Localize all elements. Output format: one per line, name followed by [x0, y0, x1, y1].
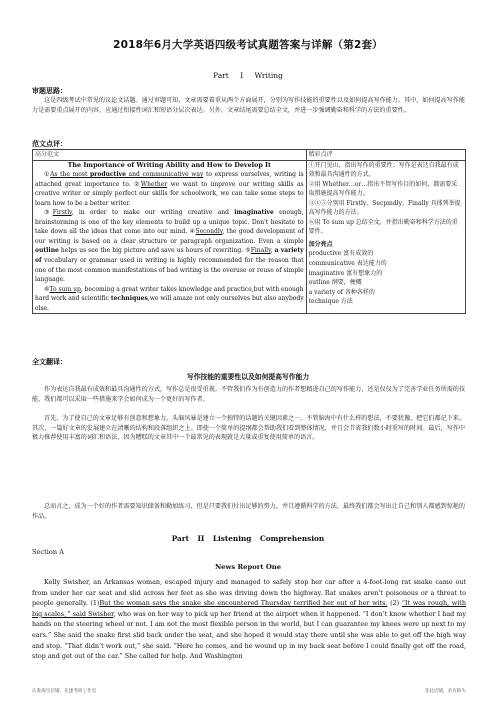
- underlined-text: Finally: [250, 247, 271, 255]
- table-header-right: 精彩点评: [306, 150, 465, 161]
- page-footer: [32, 688, 466, 694]
- marker: ①: [44, 171, 51, 179]
- essay-title: The Importance of Writing Ability and How to Develop It: [67, 160, 271, 169]
- page-title: 2018年6月大学英语四级考试真题答案与详解（第2套）: [113, 39, 383, 51]
- translation-paragraph-1: 作为表达自我最有成效和最具沟通性的方式，写作总是很受重视。不管我们作为有创造力的作者想精进自己的写作能力，还是仅仅为了完善学业任务所需的技能，我们都可以采取一些措施来学会如何成为一个更好的写作者。: [32, 386, 465, 403]
- bold-term: a variety of: [35, 247, 304, 265]
- translation-label: 全文翻译：: [32, 358, 67, 366]
- shenti-paragraph: 这是四级考试中常见的议论文话题。通过审题可知，文章需要着重从两个方面展开，分别为写作技能的重要性以及如何提高写作能力。其中，如何提高写作能力是需要重点展开的内容，应通过衔接性词汇和短语分层次表达。另外，文章结尾需要总结全文，并进一步强调勤奋和科学的方法的重要性。: [32, 97, 465, 114]
- shenti-label: 审题思路：: [32, 87, 67, 95]
- highlight-item: a variety of 各种各样的: [308, 288, 375, 296]
- table-header-left: 高分范文: [33, 150, 307, 161]
- highlight-item: imaginative 富有想象力的: [308, 269, 383, 277]
- essay-text: , the good development of our writing is based on a clear structure or paragraph organization. Even a simple: [35, 228, 304, 245]
- marker: ⑥: [44, 285, 50, 293]
- footer-left: 认准淘宝店铺，先逢考研工作室: [32, 689, 97, 694]
- underlined-text: But the woman says the snake she encountered Thursday terrified her out of her wits.: [99, 599, 388, 608]
- essay-text: we want to improve our writing skills as creative writer or simply perfect our skills for schoolwork, we can take some steps to learn how to be a better writer.: [35, 180, 304, 207]
- highlight-item: productive 富有成效的: [308, 250, 374, 258]
- marker: ③: [44, 209, 53, 217]
- essay-table: [32, 149, 466, 314]
- news-report-title: News Report One: [214, 563, 282, 571]
- comment-item: ②用 Whether…or…指出不管写作目的如何，都需要采取措施提高写作能力。: [308, 180, 458, 198]
- bold-term: imaginative: [234, 209, 274, 217]
- news-text: Kelly Swisher, an Arkansas woman, escaped injury and managed to safely stop her car after a 4-foot-long rat snake came out from under her car seat and slid across her feet as she was driving down the highway. Rat snakes aren’t poisonous or a threat to people generally. (1): [32, 578, 466, 608]
- essay-text: to express ourselves, writing is attached great importance to. ②: [35, 171, 304, 188]
- comment-item: ⑥用 To sum up 总结全文，并指出勤奋和科学方法的重要性。: [308, 218, 458, 236]
- section-a-label: Section A: [32, 548, 64, 556]
- comment-item: ③④⑤分别用 Firstly、Secpmdly、Finally 具体列举提高写作能力的方法。: [308, 199, 461, 217]
- essay-text: vocabulary or grammar used in writing is highly recommended for the reason that one of the most common manifestations of bad writing is the overuse or reuse of simple language.: [35, 257, 304, 284]
- essay-paragraph-2: [35, 208, 304, 284]
- underlined-text: Whether: [140, 180, 168, 188]
- footer-right: 非此店铺，必有缺失: [424, 689, 466, 694]
- essay-paragraph-1: [35, 170, 304, 208]
- part2-heading: Part II Listening Comprehension: [171, 534, 325, 543]
- comment-item: ①开门见山，指出写作的重要性；写作是表达自我最有成效和最具沟通性的方式。: [308, 161, 459, 179]
- translation-title: 写作技能的重要性以及如何提高写作能力: [186, 373, 310, 381]
- essay-text: , becoming a great writer takes knowledge and practice,but with enough hard work and scientific: [35, 285, 304, 303]
- highlight-item: technique 方法: [308, 298, 353, 306]
- underlined-text: and communicative way: [125, 171, 204, 179]
- essay-paragraph-3: [35, 285, 304, 314]
- comment-cell: [306, 160, 465, 314]
- fanwen-label: 范文点评：: [32, 140, 67, 148]
- essay-text: helps us see the big picture and save us hours of rewriting. ⑤: [58, 247, 251, 255]
- news-report-text: [32, 577, 466, 662]
- essay-text: ,we will amaze not only ourselves but also anybody else.: [35, 295, 304, 312]
- highlight-item: communicative 表达能力的: [308, 260, 387, 268]
- underlined-text: “It was rough, with big scales，” said Swisher: [32, 599, 466, 618]
- essay-text: enough, brainstorming is one of the key elements to build up a unique topic. Don't hesitate to take down all the ideas that come into our mind. ④: [35, 209, 304, 236]
- essay-cell: [33, 160, 307, 314]
- underlined-text: Firstly: [52, 209, 72, 217]
- underlined-text: Secondly: [195, 228, 223, 236]
- translation-paragraph-3: 总而言之，成为一个好的作者需要知识储备和勤加练习，但是只要我们付出足够的努力，并且遵循科学的方法，最终我们都会写出让自己和别人都感到惊艳的作品。: [32, 503, 465, 520]
- underlined-text: As the most: [50, 171, 90, 179]
- part1-heading: Part I Writing: [213, 71, 283, 80]
- bold-term: outline: [35, 247, 59, 255]
- translation-paragraph-2: 首先，为了使自己的文章足够有创意和想象力，头脑风暴是建立一个独特的话题的关键因素之一。不管脑海中有什么样的想法，不要犹豫，把它们都记下来。其次，一篇好文章的发展建立在清晰的结构和段落组织之上。即使一个简单的提纲都会帮助我们看到整体情况，并且会节省我们数小时重写的时间。最后，写作中极力推荐使用丰富的词汇和语法，因为糟糕的文章其中一个最常见的表现就是大量或重复使用简单的语言。: [32, 415, 465, 442]
- news-text: , who was on her way to pick up her friend at the airport when it happened. “I don’t know whether I had my hands on the steering wheel or not. I am not the most flexible person in the world, but I can guarantee my knees were up next to my ears.” She said the snake first slid back under the seat, and she hoped it would stay there until she was able to get off the high way and stop. “That didn’t work out,” she said. “Here he comes, and he wound up in my back seat before I could finally get off the road, stop and get out of the car.” She called for help. And Washington: [32, 609, 467, 661]
- essay-text: ,: [270, 247, 275, 255]
- bold-term: productive: [89, 171, 126, 179]
- news-text: (2): [387, 599, 402, 608]
- highlight-item: outline 纲要，梗概: [308, 279, 362, 287]
- essay-text: , in order to make our writing creative and: [71, 209, 235, 217]
- highlights-title: 加分亮点: [308, 240, 333, 248]
- underlined-text: To sum up: [49, 285, 81, 293]
- bold-term: techniques: [110, 295, 148, 303]
